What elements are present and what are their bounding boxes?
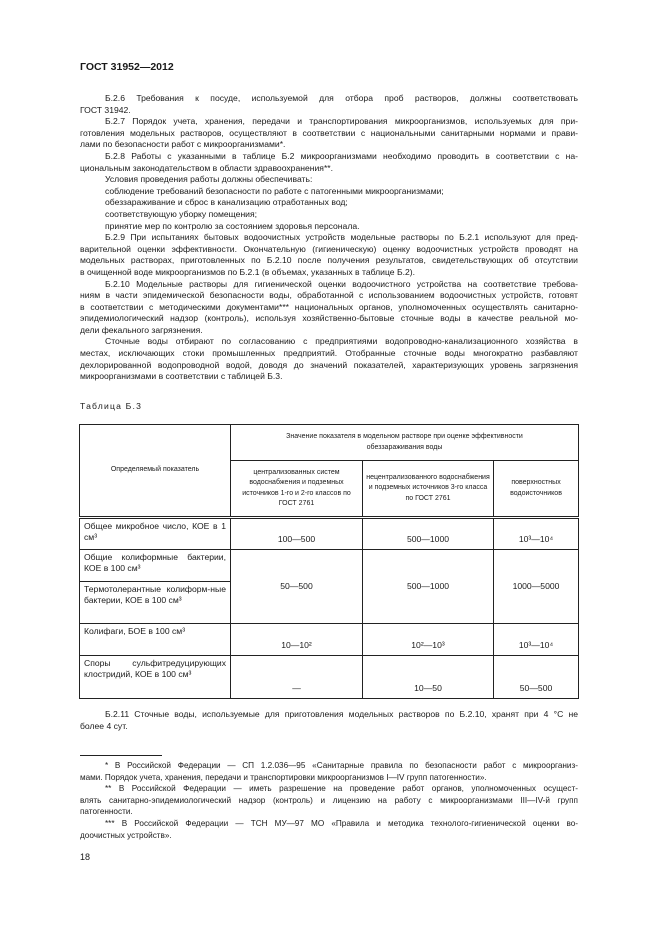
page-number: 18 xyxy=(80,852,91,862)
table-row xyxy=(80,624,579,656)
text-line: *** В Российской Федерации — ТСН МУ—97 МО «Правила и методика технолого-гигиенической оценки во- xyxy=(105,818,578,828)
text-line: Б.2.6 Требования к посуде, используемой для отбора проб растворов, должны соответствовать xyxy=(105,93,578,103)
footnote xyxy=(80,783,578,818)
row-label: Термотолерантные колиформ-ные бактерии, КОЕ в 100 см³ xyxy=(80,582,231,624)
text-line: соблюдение требований безопасности по работе с патогенными микроорганизмами; xyxy=(105,185,444,196)
paragraph xyxy=(80,221,578,233)
text-line: доочистных устройств». xyxy=(80,830,172,840)
table-row xyxy=(80,518,579,550)
paragraph-b2-11 xyxy=(80,709,578,732)
cell: 10³—10⁴ xyxy=(494,518,579,550)
text-line: готовления модельных растворов, осуществляют в соответствии с национальными санитарными нормами и прави- xyxy=(80,127,578,138)
text-line: Условия проведения работы должны обеспечивать: xyxy=(105,174,313,185)
sub-header: централизованных систем водоснабжения и подземных источников 1-го и 2-го классов по ГОСТ 2761 xyxy=(231,461,363,518)
text-line: Б.2.7 Порядок учета, хранения, передачи и транспортирования микроорганизмов, используемых для при- xyxy=(105,116,578,127)
text-line: Б.2.11 Сточные воды, используемые для приготовления модельных растворов по Б.2.10, хранят при 4 °С не xyxy=(105,709,578,719)
text-line: влять санитарно-эпидемиологический надзор (контроль) и лицензию на работу с микроорганизмами III—IV-й групп xyxy=(80,795,578,805)
paragraph xyxy=(80,93,578,116)
table-row xyxy=(80,656,579,699)
cell: 100—500 xyxy=(231,518,363,550)
row-label: Общие колиформные бактерии, КОЕ в 100 см³ xyxy=(80,550,231,582)
group-header: Значение показателя в модельном растворе при оценке эффективности обеззараживания воды xyxy=(231,425,579,461)
text-line: Б.2.10 Модельные растворы для гигиенической оценки водоочистного устройства на соответствие требова- xyxy=(105,278,578,289)
cell: 10—50 xyxy=(363,656,494,699)
paragraph xyxy=(80,209,578,221)
cell: 1000—5000 xyxy=(494,550,579,624)
footnote xyxy=(80,760,578,783)
text-line: модельных растворах, приготовленных по Б.2.10 после получения результатов, свидетельствующих об отсутствии xyxy=(80,255,578,266)
text-line: ГОСТ 31942. xyxy=(80,104,131,115)
cell: 50—500 xyxy=(494,656,579,699)
document-header: ГОСТ 31952—2012 xyxy=(80,61,174,73)
cell: — xyxy=(231,656,363,699)
col-header-indicator: Определяемый показатель xyxy=(80,425,231,518)
paragraph xyxy=(80,116,578,151)
text-line: в очищенной воде микроорганизмов по Б.2.1 (в объемах, указанных в таблице Б.2). xyxy=(80,266,416,277)
text-line: Сточные воды отбирают по согласованию с предприятиями водопроводно-канализационного хозяйства в xyxy=(105,336,578,347)
text-line: местах, исключающих стоки промышленных предприятий. Отобранные сточные воды многократно разбавляют xyxy=(80,348,578,359)
text-line: лами по безопасности работ с микроорганизмами*. xyxy=(80,139,286,150)
sub-header: поверхностных водоисточников xyxy=(494,461,579,518)
text-line: дехлорированной водопроводной водой, доводя до значений показателей, характеризующих уровень загрязнения xyxy=(80,359,578,370)
cell: 50—500 xyxy=(231,550,363,624)
paragraph xyxy=(80,174,578,186)
text-line: Б.2.9 При испытаниях бытовых водоочистных устройств модельные растворы по Б.2.1 используют для пред- xyxy=(105,232,578,243)
paragraph xyxy=(80,336,578,382)
text-line: варительной оценки эффективности. Окончательную (гигиеническую) оценку водоочистных устройств проводят на xyxy=(80,243,578,254)
text-line: * В Российской Федерации — СП 1.2.036—95 «Санитарные правила по безопасности работ с микроорганиз- xyxy=(105,761,578,770)
cell: 10³—10⁴ xyxy=(494,624,579,656)
text-line: более 4 сут. xyxy=(80,720,128,731)
paragraph xyxy=(80,232,578,278)
footnote xyxy=(80,818,578,841)
cell: 10—10² xyxy=(231,624,363,656)
text-line: в соответствии с методическими документами*** национальных органов, уполномоченных осуществлять санитарно- xyxy=(80,301,578,312)
cell: 10²—10³ xyxy=(363,624,494,656)
text-line: принятие мер по контролю за состоянием здоровья персонала. xyxy=(105,220,360,231)
row-label: Колифаги, БОЕ в 100 см³ xyxy=(80,624,231,656)
text-line: дели фекального загрязнения. xyxy=(80,324,203,335)
table-row xyxy=(80,550,579,582)
table-caption: Таблица Б.3 xyxy=(80,401,143,411)
text-line: циональным законодательством в области здравоохранения**. xyxy=(80,162,334,173)
text-line: мами. Порядок учета, хранения, передачи и транспортировки микроорганизмов I—IV групп патогенности». xyxy=(80,772,487,782)
text-line: эпидемиологический надзор (контроль), используя хозяйственно-бытовые сточные воды в качестве реальной мо- xyxy=(80,313,578,324)
paragraph xyxy=(80,279,578,337)
sub-header: нецентрализованного водоснабжения и подземных источников 3-го класса по ГОСТ 2761 xyxy=(363,461,494,518)
text-line: ниям в части эпидемической безопасности воды, обработанной с использованием водоочистных устройств, готовят xyxy=(80,290,578,301)
cell: 500—1000 xyxy=(363,550,494,624)
cell: 500—1000 xyxy=(363,518,494,550)
body-text xyxy=(80,93,578,383)
paragraph xyxy=(80,197,578,209)
text-line: патогенности. xyxy=(80,807,133,817)
paragraph xyxy=(80,151,578,174)
row-label: Споры сульфитредуцирующих клостридий, КОЕ в 100 см³ xyxy=(80,656,231,699)
table-b3 xyxy=(79,424,579,699)
footnote-divider xyxy=(80,755,162,756)
footnotes xyxy=(80,760,578,841)
text-line: Б.2.8 Работы с указанными в таблице Б.2 микроорганизмами необходимо проводить в соответствии с на- xyxy=(105,150,578,161)
paragraph xyxy=(80,186,578,198)
text-line: обеззараживание и сброс в канализацию отработанных вод; xyxy=(105,197,348,208)
text-line: соответствующую уборку помещения; xyxy=(105,208,258,219)
text-line: ** В Российской Федерации — иметь разрешение на проведение работ органов, уполномоченных осущест- xyxy=(105,784,578,794)
row-label: Общее микробное число, КОЕ в 1 см³ xyxy=(80,518,231,550)
text-line: микроорганизмами в соответствии с таблицей Б.3. xyxy=(80,371,283,382)
